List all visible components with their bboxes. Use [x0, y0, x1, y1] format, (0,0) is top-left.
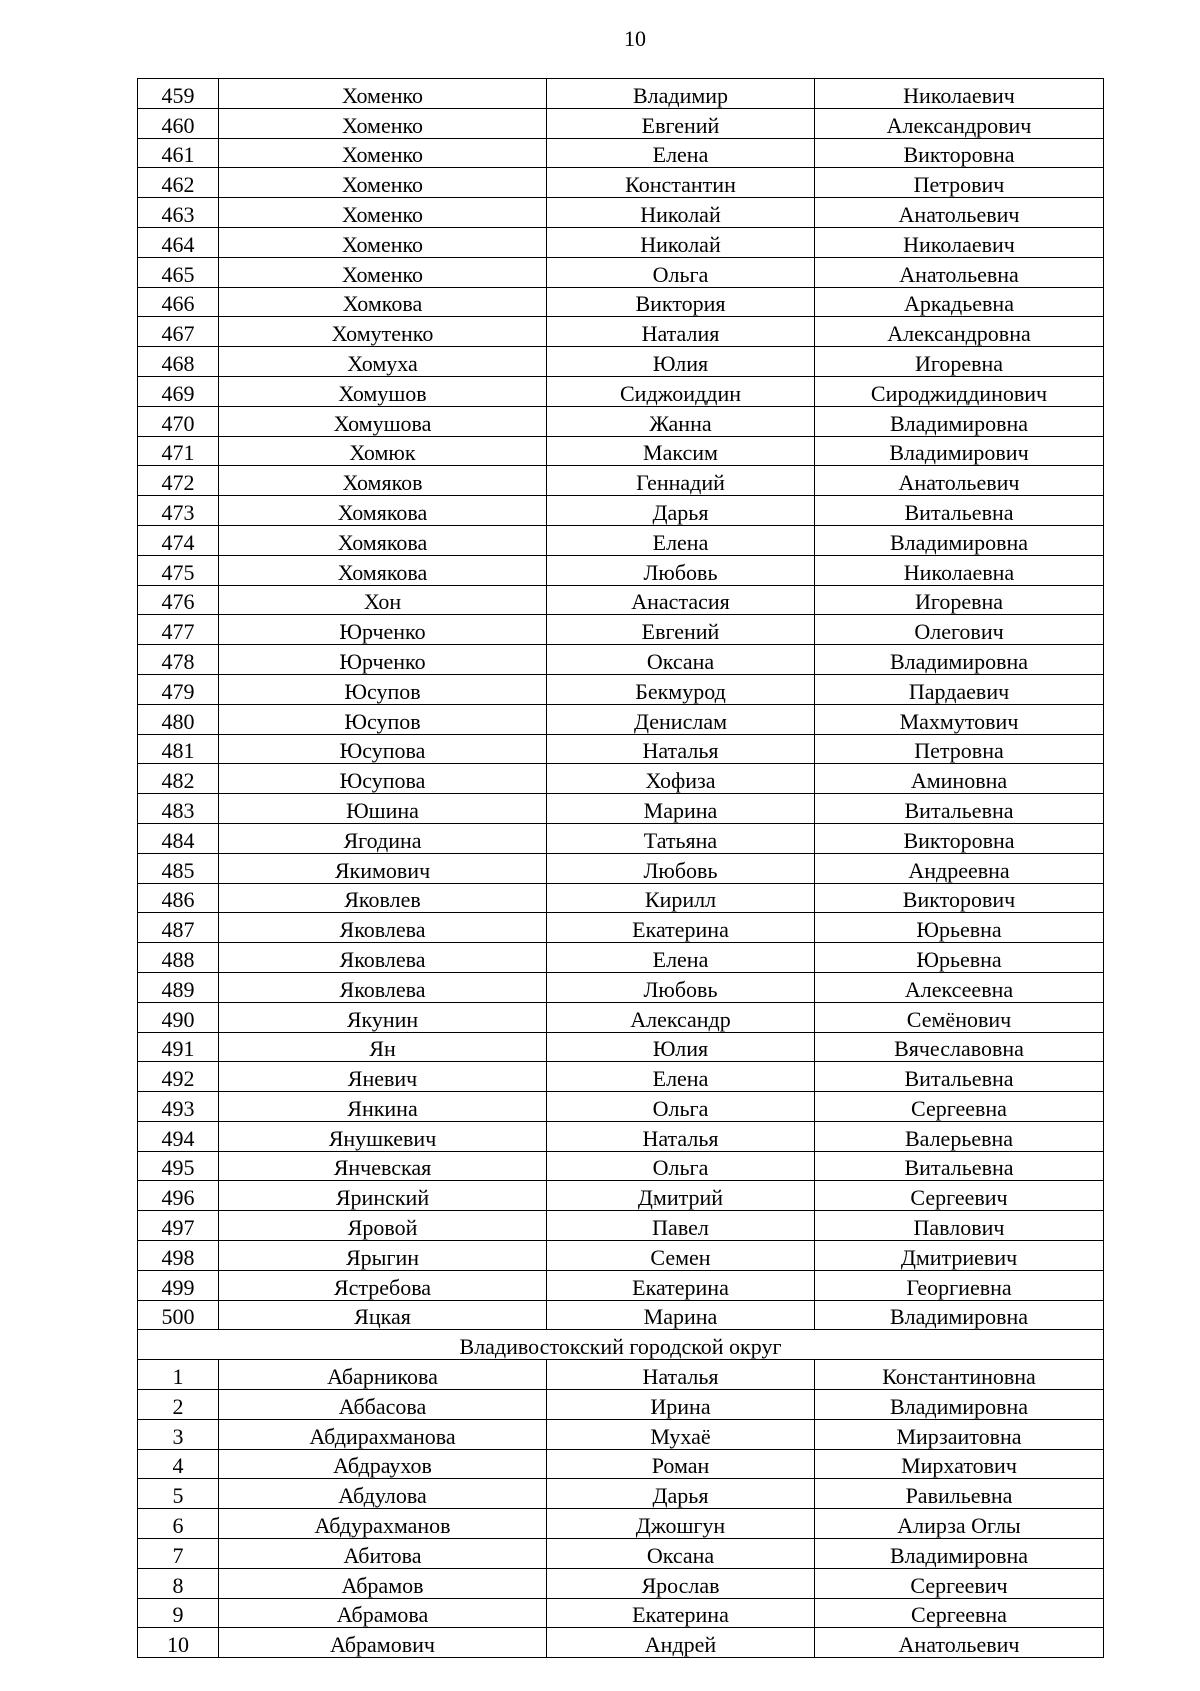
row-number-cell: 481: [138, 734, 219, 764]
last-name-cell: Хомутенко: [219, 317, 547, 347]
patronymic-cell: Аркадьевна: [815, 287, 1104, 317]
table-row: [138, 257, 1104, 287]
roster-body: [138, 79, 1104, 1658]
row-number-cell: 7: [138, 1539, 219, 1569]
first-name-cell: Мухаё: [547, 1419, 815, 1449]
patronymic-cell: Владимировна: [815, 1539, 1104, 1569]
table-row: [138, 1032, 1104, 1062]
last-name-cell: Абрамов: [219, 1568, 547, 1598]
first-name-cell: Семен: [547, 1241, 815, 1271]
last-name-cell: Абарникова: [219, 1360, 547, 1390]
first-name-cell: Евгений: [547, 615, 815, 645]
last-name-cell: Хомушова: [219, 406, 547, 436]
patronymic-cell: Витальевна: [815, 1151, 1104, 1181]
row-number-cell: 9: [138, 1598, 219, 1628]
last-name-cell: Абдулова: [219, 1479, 547, 1509]
first-name-cell: Татьяна: [547, 823, 815, 853]
row-number-cell: 492: [138, 1062, 219, 1092]
patronymic-cell: Викторовна: [815, 138, 1104, 168]
last-name-cell: Яковлева: [219, 913, 547, 943]
patronymic-cell: Викторович: [815, 883, 1104, 913]
patronymic-cell: Андреевна: [815, 853, 1104, 883]
last-name-cell: Ян: [219, 1032, 547, 1062]
last-name-cell: Хоменко: [219, 79, 547, 109]
first-name-cell: Марина: [547, 1300, 815, 1330]
table-row: [138, 1539, 1104, 1569]
last-name-cell: Юрченко: [219, 615, 547, 645]
table-row: [138, 1419, 1104, 1449]
first-name-cell: Марина: [547, 794, 815, 824]
first-name-cell: Елена: [547, 943, 815, 973]
patronymic-cell: Равильевна: [815, 1479, 1104, 1509]
table-row: [138, 1449, 1104, 1479]
row-number-cell: 461: [138, 138, 219, 168]
first-name-cell: Владимир: [547, 79, 815, 109]
first-name-cell: Виктория: [547, 287, 815, 317]
patronymic-cell: Петровна: [815, 734, 1104, 764]
last-name-cell: Абдурахманов: [219, 1509, 547, 1539]
row-number-cell: 468: [138, 347, 219, 377]
first-name-cell: Максим: [547, 436, 815, 466]
first-name-cell: Оксана: [547, 645, 815, 675]
patronymic-cell: Алирза Оглы: [815, 1509, 1104, 1539]
table-row: [138, 674, 1104, 704]
first-name-cell: Ирина: [547, 1390, 815, 1420]
row-number-cell: 482: [138, 764, 219, 794]
table-row: [138, 1479, 1104, 1509]
row-number-cell: 488: [138, 943, 219, 973]
table-row: [138, 704, 1104, 734]
first-name-cell: Дарья: [547, 496, 815, 526]
last-name-cell: Юсупов: [219, 674, 547, 704]
patronymic-cell: Сергеевич: [815, 1568, 1104, 1598]
first-name-cell: Евгений: [547, 108, 815, 138]
first-name-cell: Наталья: [547, 734, 815, 764]
first-name-cell: Наталья: [547, 1121, 815, 1151]
last-name-cell: Хомяков: [219, 466, 547, 496]
table-row: [138, 1628, 1104, 1658]
first-name-cell: Жанна: [547, 406, 815, 436]
patronymic-cell: Сергеевна: [815, 1092, 1104, 1122]
last-name-cell: Яковлева: [219, 972, 547, 1002]
first-name-cell: Сиджоиддин: [547, 376, 815, 406]
patronymic-cell: Николаевич: [815, 79, 1104, 109]
first-name-cell: Кирилл: [547, 883, 815, 913]
row-number-cell: 486: [138, 883, 219, 913]
patronymic-cell: Владимировна: [815, 525, 1104, 555]
patronymic-cell: Викторовна: [815, 823, 1104, 853]
first-name-cell: Елена: [547, 138, 815, 168]
row-number-cell: 1: [138, 1360, 219, 1390]
row-number-cell: 490: [138, 1002, 219, 1032]
last-name-cell: Аббасова: [219, 1390, 547, 1420]
patronymic-cell: Сергеевна: [815, 1598, 1104, 1628]
patronymic-cell: Павлович: [815, 1211, 1104, 1241]
table-row: [138, 1211, 1104, 1241]
table-row: [138, 943, 1104, 973]
table-row: [138, 1121, 1104, 1151]
last-name-cell: Абрамович: [219, 1628, 547, 1658]
first-name-cell: Геннадий: [547, 466, 815, 496]
first-name-cell: Елена: [547, 525, 815, 555]
patronymic-cell: Игоревна: [815, 585, 1104, 615]
table-row: [138, 525, 1104, 555]
table-row: [138, 227, 1104, 257]
last-name-cell: Яринский: [219, 1181, 547, 1211]
patronymic-cell: Юрьевна: [815, 913, 1104, 943]
last-name-cell: Ярыгин: [219, 1241, 547, 1271]
last-name-cell: Хоменко: [219, 227, 547, 257]
last-name-cell: Юсупова: [219, 764, 547, 794]
patronymic-cell: Николаевна: [815, 555, 1104, 585]
table-row: [138, 138, 1104, 168]
table-row: [138, 1598, 1104, 1628]
table-row: [138, 615, 1104, 645]
row-number-cell: 498: [138, 1241, 219, 1271]
row-number-cell: 483: [138, 794, 219, 824]
last-name-cell: Хоменко: [219, 198, 547, 228]
table-row: [138, 645, 1104, 675]
last-name-cell: Хомуха: [219, 347, 547, 377]
patronymic-cell: Махмутович: [815, 704, 1104, 734]
table-row: [138, 1151, 1104, 1181]
table-row: [138, 436, 1104, 466]
last-name-cell: Абдирахманова: [219, 1419, 547, 1449]
patronymic-cell: Аминовна: [815, 764, 1104, 794]
row-number-cell: 465: [138, 257, 219, 287]
table-row: [138, 1092, 1104, 1122]
first-name-cell: Дмитрий: [547, 1181, 815, 1211]
first-name-cell: Анастасия: [547, 585, 815, 615]
table-row: [138, 317, 1104, 347]
table-row: [138, 913, 1104, 943]
table-row: [138, 1568, 1104, 1598]
patronymic-cell: Петрович: [815, 168, 1104, 198]
last-name-cell: Яневич: [219, 1062, 547, 1092]
first-name-cell: Николай: [547, 198, 815, 228]
row-number-cell: 484: [138, 823, 219, 853]
patronymic-cell: Валерьевна: [815, 1121, 1104, 1151]
last-name-cell: Хоменко: [219, 257, 547, 287]
patronymic-cell: Георгиевна: [815, 1270, 1104, 1300]
row-number-cell: 4: [138, 1449, 219, 1479]
table-row: [138, 376, 1104, 406]
patronymic-cell: Мирзаитовна: [815, 1419, 1104, 1449]
patronymic-cell: Владимирович: [815, 436, 1104, 466]
row-number-cell: 467: [138, 317, 219, 347]
patronymic-cell: Сергеевич: [815, 1181, 1104, 1211]
last-name-cell: Юшина: [219, 794, 547, 824]
patronymic-cell: Александрович: [815, 108, 1104, 138]
patronymic-cell: Владимировна: [815, 1300, 1104, 1330]
roster-table: [137, 78, 1104, 1658]
first-name-cell: Ольга: [547, 257, 815, 287]
first-name-cell: Юлия: [547, 1032, 815, 1062]
table-row: [138, 496, 1104, 526]
last-name-cell: Хоменко: [219, 108, 547, 138]
table-row: [138, 287, 1104, 317]
last-name-cell: Хон: [219, 585, 547, 615]
first-name-cell: Любовь: [547, 853, 815, 883]
row-number-cell: 8: [138, 1568, 219, 1598]
first-name-cell: Наталия: [547, 317, 815, 347]
first-name-cell: Ярослав: [547, 1568, 815, 1598]
patronymic-cell: Витальевна: [815, 496, 1104, 526]
first-name-cell: Любовь: [547, 555, 815, 585]
row-number-cell: 472: [138, 466, 219, 496]
patronymic-cell: Анатольевич: [815, 1628, 1104, 1658]
last-name-cell: Абрамова: [219, 1598, 547, 1628]
row-number-cell: 471: [138, 436, 219, 466]
patronymic-cell: Николаевич: [815, 227, 1104, 257]
patronymic-cell: Александровна: [815, 317, 1104, 347]
patronymic-cell: Семёнович: [815, 1002, 1104, 1032]
table-row: [138, 108, 1104, 138]
row-number-cell: 10: [138, 1628, 219, 1658]
table-row: [138, 1062, 1104, 1092]
table-row: [138, 1509, 1104, 1539]
section-title: Владивостокский городской округ: [138, 1330, 1104, 1360]
patronymic-cell: Алексеевна: [815, 972, 1104, 1002]
patronymic-cell: Владимировна: [815, 1390, 1104, 1420]
table-row: [138, 823, 1104, 853]
last-name-cell: Якимович: [219, 853, 547, 883]
table-row: [138, 734, 1104, 764]
first-name-cell: Константин: [547, 168, 815, 198]
last-name-cell: Ягодина: [219, 823, 547, 853]
table-row: [138, 1181, 1104, 1211]
row-number-cell: 474: [138, 525, 219, 555]
last-name-cell: Юсупов: [219, 704, 547, 734]
last-name-cell: Хоменко: [219, 138, 547, 168]
last-name-cell: Янушкевич: [219, 1121, 547, 1151]
first-name-cell: Александр: [547, 1002, 815, 1032]
table-row: [138, 764, 1104, 794]
row-number-cell: 464: [138, 227, 219, 257]
last-name-cell: Юсупова: [219, 734, 547, 764]
last-name-cell: Яцкая: [219, 1300, 547, 1330]
row-number-cell: 480: [138, 704, 219, 734]
patronymic-cell: Дмитриевич: [815, 1241, 1104, 1271]
row-number-cell: 500: [138, 1300, 219, 1330]
section-header-row: [138, 1330, 1104, 1360]
row-number-cell: 497: [138, 1211, 219, 1241]
first-name-cell: Екатерина: [547, 1270, 815, 1300]
last-name-cell: Хоменко: [219, 168, 547, 198]
first-name-cell: Джошгун: [547, 1509, 815, 1539]
row-number-cell: 460: [138, 108, 219, 138]
first-name-cell: Екатерина: [547, 913, 815, 943]
table-row: [138, 585, 1104, 615]
table-row: [138, 79, 1104, 109]
row-number-cell: 459: [138, 79, 219, 109]
patronymic-cell: Олегович: [815, 615, 1104, 645]
table-row: [138, 168, 1104, 198]
row-number-cell: 462: [138, 168, 219, 198]
last-name-cell: Хомкова: [219, 287, 547, 317]
row-number-cell: 487: [138, 913, 219, 943]
patronymic-cell: Витальевна: [815, 794, 1104, 824]
row-number-cell: 2: [138, 1390, 219, 1420]
patronymic-cell: Константиновна: [815, 1360, 1104, 1390]
table-row: [138, 1300, 1104, 1330]
row-number-cell: 499: [138, 1270, 219, 1300]
first-name-cell: Любовь: [547, 972, 815, 1002]
last-name-cell: Хомякова: [219, 525, 547, 555]
last-name-cell: Ястребова: [219, 1270, 547, 1300]
table-row: [138, 1270, 1104, 1300]
first-name-cell: Наталья: [547, 1360, 815, 1390]
first-name-cell: Денислам: [547, 704, 815, 734]
row-number-cell: 477: [138, 615, 219, 645]
row-number-cell: 485: [138, 853, 219, 883]
first-name-cell: Павел: [547, 1211, 815, 1241]
table-row: [138, 466, 1104, 496]
table-row: [138, 406, 1104, 436]
first-name-cell: Оксана: [547, 1539, 815, 1569]
last-name-cell: Абдраухов: [219, 1449, 547, 1479]
patronymic-cell: Вячеславовна: [815, 1032, 1104, 1062]
last-name-cell: Хомюк: [219, 436, 547, 466]
table-row: [138, 1241, 1104, 1271]
page-number: 10: [624, 26, 646, 51]
row-number-cell: 496: [138, 1181, 219, 1211]
row-number-cell: 6: [138, 1509, 219, 1539]
patronymic-cell: Владимировна: [815, 406, 1104, 436]
row-number-cell: 473: [138, 496, 219, 526]
table-row: [138, 555, 1104, 585]
first-name-cell: Андрей: [547, 1628, 815, 1658]
patronymic-cell: Юрьевна: [815, 943, 1104, 973]
table-row: [138, 1390, 1104, 1420]
table-row: [138, 883, 1104, 913]
last-name-cell: Юрченко: [219, 645, 547, 675]
table-row: [138, 198, 1104, 228]
patronymic-cell: Анатольевич: [815, 198, 1104, 228]
table-row: [138, 853, 1104, 883]
row-number-cell: 3: [138, 1419, 219, 1449]
last-name-cell: Яковлева: [219, 943, 547, 973]
first-name-cell: Юлия: [547, 347, 815, 377]
patronymic-cell: Владимировна: [815, 645, 1104, 675]
first-name-cell: Ольга: [547, 1092, 815, 1122]
patronymic-cell: Анатольевна: [815, 257, 1104, 287]
patronymic-cell: Сироджиддинович: [815, 376, 1104, 406]
table-row: [138, 1002, 1104, 1032]
first-name-cell: Бекмурод: [547, 674, 815, 704]
last-name-cell: Янчевская: [219, 1151, 547, 1181]
last-name-cell: Янкина: [219, 1092, 547, 1122]
last-name-cell: Яровой: [219, 1211, 547, 1241]
first-name-cell: Екатерина: [547, 1598, 815, 1628]
row-number-cell: 476: [138, 585, 219, 615]
patronymic-cell: Мирхатович: [815, 1449, 1104, 1479]
patronymic-cell: Игоревна: [815, 347, 1104, 377]
row-number-cell: 493: [138, 1092, 219, 1122]
row-number-cell: 469: [138, 376, 219, 406]
row-number-cell: 470: [138, 406, 219, 436]
patronymic-cell: Витальевна: [815, 1062, 1104, 1092]
first-name-cell: Ольга: [547, 1151, 815, 1181]
last-name-cell: Хомушов: [219, 376, 547, 406]
row-number-cell: 466: [138, 287, 219, 317]
row-number-cell: 463: [138, 198, 219, 228]
last-name-cell: Яковлев: [219, 883, 547, 913]
row-number-cell: 494: [138, 1121, 219, 1151]
last-name-cell: Абитова: [219, 1539, 547, 1569]
patronymic-cell: Анатольевич: [815, 466, 1104, 496]
first-name-cell: Дарья: [547, 1479, 815, 1509]
row-number-cell: 495: [138, 1151, 219, 1181]
table-row: [138, 347, 1104, 377]
last-name-cell: Якунин: [219, 1002, 547, 1032]
row-number-cell: 475: [138, 555, 219, 585]
row-number-cell: 479: [138, 674, 219, 704]
patronymic-cell: Пардаевич: [815, 674, 1104, 704]
table-row: [138, 1360, 1104, 1390]
row-number-cell: 489: [138, 972, 219, 1002]
first-name-cell: Елена: [547, 1062, 815, 1092]
table-row: [138, 972, 1104, 1002]
first-name-cell: Роман: [547, 1449, 815, 1479]
last-name-cell: Хомякова: [219, 555, 547, 585]
row-number-cell: 491: [138, 1032, 219, 1062]
last-name-cell: Хомякова: [219, 496, 547, 526]
first-name-cell: Николай: [547, 227, 815, 257]
row-number-cell: 5: [138, 1479, 219, 1509]
row-number-cell: 478: [138, 645, 219, 675]
table-row: [138, 794, 1104, 824]
first-name-cell: Хофиза: [547, 764, 815, 794]
